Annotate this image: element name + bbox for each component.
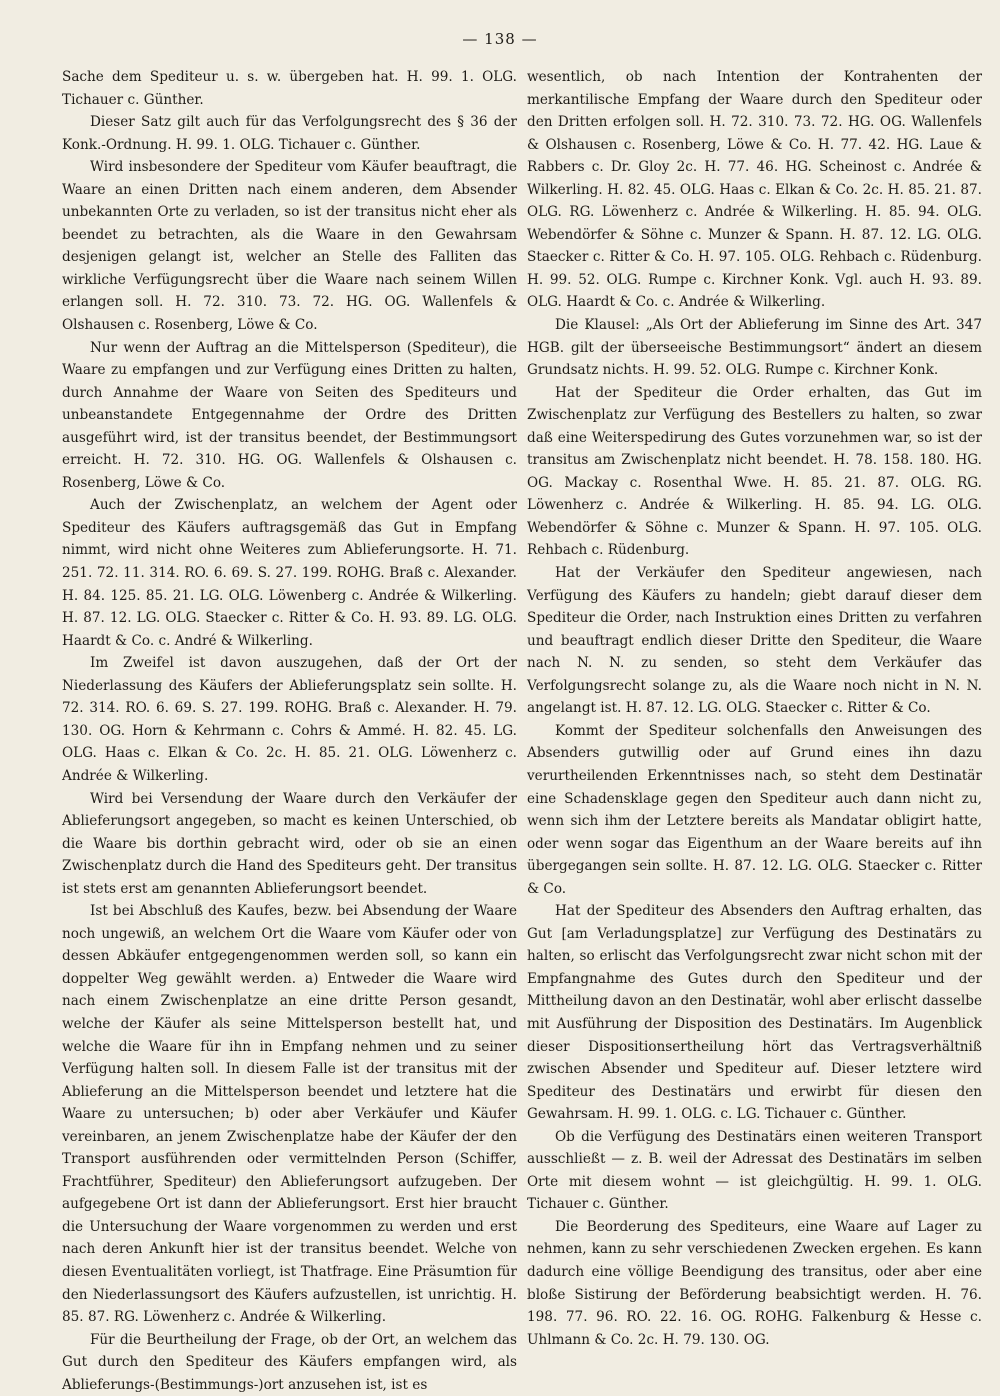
paragraph: Die Beorderung des Spediteurs, eine Waare auf Lager zu nehmen, kann zu sehr verschiedenen Zwecken ergehen. Es kann dadurch eine völlige Beendigung des transitus, oder aber eine bloße Sistirung der Beförderung beabsichtigt werden. H. 76. 198. 77. 96. RO. 22. 16. OG. ROHG. Falkenburg & Hesse c. Uhlmann & Co. 2c. H. 79. 130. OG. <box>527 1218 982 1348</box>
page-number: — 138 — <box>462 30 538 48</box>
paragraph: Sache dem Spediteur u. s. w. übergeben hat. H. 99. 1. OLG. Tichauer c. Günther. <box>62 69 517 108</box>
paragraph: Im Zweifel ist davon auszugehen, daß der Ort der Niederlassung des Käufers der Ablieferungsplatz sein sollte. H. 72. 314. RO. 6. 69. S. 27. 199. ROHG. Braß c. Alexander. H. 79. 130. OG. Horn & Kehrmann c. Cohrs & Ammé. H. 82. 45. LG. OLG. Haas c. Elkan & Co. 2c. H. 85. 21. OLG. Löwenherz c. Andrée & Wilkerling. <box>62 655 517 784</box>
right-column <box>527 66 982 1351</box>
paragraph: Hat der Spediteur des Absenders den Auftrag erhalten, das Gut [am Verladungsplatze] zur Verfügung des Destinatärs zu halten, so erlischt das Verfolgungsrecht zwar nicht schon mit der Empfangnahme des Gutes durch den Spediteur und der Mittheilung davon an den Destinatär, wohl aber erlischt dasselbe mit Ausführung der Disposition des Destinatärs. Im Augenblick dieser Dispositionsertheilung hört das Vertragsverhältniß zwischen Absender und Spediteur auf. Dieser letztere wird Spediteur des Destinatärs und erwirbt für diesen den Gewahrsam. H. 99. 1. OLG. c. LG. Tichauer c. Günther. <box>527 903 982 1123</box>
paragraph: Für die Beurtheilung der Frage, ob der Ort, an welchem das Gut durch den Spediteur des Käufers empfangen wird, als Ablieferungs-(Bestimmungs-)ort anzusehen ist, ist es <box>62 1331 517 1393</box>
paragraph: Kommt der Spediteur solchenfalls den Anweisungen des Absenders gutwillig oder auf Grund eines ihn dazu verurtheilenden Erkenntnisses nach, so steht dem Destinatär eine Schadensklage gegen den Spediteur auch dann nicht zu, wenn sich ihm der Letztere bereits als Mandatar obligirt hatte, oder wenn sogar das Eigenthum an der Waare bereits auf ihn übergegangen sein sollte. H. 87. 12. LG. OLG. Staecker c. Ritter & Co. <box>527 722 982 897</box>
paragraph: Die Klausel: „Als Ort der Ablieferung im Sinne des Art. 347 HGB. gilt der überseeische Bestimmungsort“ ändert an diesem Grundsatz nichts. H. 99. 52. OLG. Rumpe c. Kirchner Konk. <box>527 317 982 379</box>
paragraph: Nur wenn der Auftrag an die Mittelsperson (Spediteur), die Waare zu empfangen und zur Verfügung eines Dritten zu halten, durch Annahme der Waare von Seiten des Spediteurs und unbeanstandete Entgegennahme der Ordre des Dritten ausgeführt wird, ist der transitus beendet, der Bestimmungsort erreicht. H. 72. 310. HG. OG. Wallenfels & Olshausen c. Rosenberg, Löwe & Co. <box>62 339 517 491</box>
paragraph: Ist bei Abschluß des Kaufes, bezw. bei Absendung der Waare noch ungewiß, an welchem Ort die Waare vom Käufer oder von dessen Abkäufer entgegengenommen werden soll, so kann ein doppelter Weg gewählt werden. a) Entweder die Waare wird nach einem Zwischenplatze an eine dritte Person gesandt, welche der Käufer als seine Mittelsperson bestellt hat, und welche die Waare für ihn in Empfang nehmen und zu seiner Verfügung halten soll. In diesem Falle ist der transitus mit der Ablieferung an die Mittelsperson beendet und letztere hat die Waare zu untersuchen; b) oder aber Verkäufer und Käufer vereinbaren, an jenem Zwischenplatze habe der Käufer der den Transport ausführenden oder vermittelnden Person (Schiffer, Frachtführer, Spediteur) den Ablieferungsort aufzugeben. Der aufgegebene Ort ist dann der Ablieferungsort. Erst hier braucht die Untersuchung der Waare vorgenommen zu werden und erst nach deren Ankunft hier ist der transitus beendet. Welche von diesen Eventualitäten vorliegt, ist Thatfrage. Eine Präsumtion für den Niederlassungsort des Käufers aufzustellen, ist unrichtig. H. 85. 87. RG. Löwenherz c. Andrée & Wilkerling. <box>62 903 517 1326</box>
paragraph: Hat der Verkäufer den Spediteur angewiesen, nach Verfügung des Käufers zu handeln; giebt darauf dieser dem Spediteur die Order, nach Instruktion eines Dritten zu verfahren und beauftragt endlich dieser Dritte den Spediteur, die Waare nach N. N. zu senden, so steht dem Verkäufer das Verfolgungsrecht solange zu, als die Waare noch nicht in N. N. angelangt ist. H. 87. 12. LG. OLG. Staecker c. Ritter & Co. <box>527 565 982 717</box>
paragraph: Auch der Zwischenplatz, an welchem der Agent oder Spediteur des Käufers auftragsgemäß das Gut in Empfang nimmt, wird nicht ohne Weiteres zum Ablieferungsorte. H. 71. 251. 72. 11. 314. RO. 6. 69. S. 27. 199. ROHG. Braß c. Alexander. H. 84. 125. 85. 21. LG. OLG. Löwenberg c. Andrée & Wilkerling. H. 87. 12. LG. OLG. Staecker c. Ritter & Co. H. 93. 89. LG. OLG. Haardt & Co. c. André & Wilkerling. <box>62 497 517 649</box>
paragraph: Ob die Verfügung des Destinatärs einen weiteren Transport ausschließt — z. B. weil der Adressat des Destinatärs im selben Orte mit diesem wohnt — ist gleichgültig. H. 99. 1. OLG. Tichauer c. Günther. <box>527 1128 982 1213</box>
paragraph: wesentlich, ob nach Intention der Kontrahenten der merkantilische Empfang der Waare durch den Spediteur oder den Dritten erfolgen soll. H. 72. 310. 73. 72. HG. OG. Wallenfels & Olshausen c. Rosenberg, Löwe & Co. H. 77. 42. HG. Laue & Rabbers c. Dr. Gloy 2c. H. 77. 46. HG. Scheinost c. Andrée & Wilkerling. H. 82. 45. OLG. Haas c. Elkan & Co. 2c. H. 85. 21. 87. OLG. RG. Löwenherz c. Andrée & Wilkerling. H. 85. 94. OLG. Webendörfer & Söhne c. Munzer & Spann. H. 87. 12. LG. OLG. Staecker c. Ritter & Co. H. 97. 105. OLG. Rehbach c. Rüdenburg. H. 99. 52. OLG. Rumpe c. Kirchner Konk. Vgl. auch H. 93. 89. OLG. Haardt & Co. c. Andrée & Wilkerling. <box>527 69 982 311</box>
paragraph: Hat der Spediteur die Order erhalten, das Gut im Zwischenplatz zur Verfügung des Bestellers zu halten, so zwar daß eine Weiterspedirung des Gutes vorzunehmen war, so ist der transitus am Zwischenplatz nicht beendet. H. 78. 158. 180. HG. OG. Mackay c. Rosenthal Wwe. H. 85. 21. 87. OLG. RG. Löwenherz c. Andrée & Wilkerling. H. 85. 94. LG. OLG. Webendörfer & Söhne c. Munzer & Spann. H. 97. 105. OLG. Rehbach c. Rüdenburg. <box>527 384 982 559</box>
paragraph: Dieser Satz gilt auch für das Verfolgungsrecht des § 36 der Konk.-Ordnung. H. 99. 1. OLG. Tichauer c. Günther. <box>62 114 517 153</box>
paragraph: Wird insbesondere der Spediteur vom Käufer beauftragt, die Waare an einen Dritten nach einem anderen, dem Absender unbekannten Orte zu verladen, so ist der transitus nicht eher als beendet zu betrachten, als die Waare in den Gewahrsam desjenigen gelangt ist, welcher an Stelle des Falliten das wirkliche Verfügungsrecht über die Waare nach seinem Willen erlangen soll. H. 72. 310. 73. 72. HG. OG. Wallenfels & Olshausen c. Rosenberg, Löwe & Co. <box>62 159 517 334</box>
left-column <box>62 66 517 1393</box>
paragraph: Wird bei Versendung der Waare durch den Verkäufer der Ablieferungsort angegeben, so macht es keinen Unterschied, ob die Waare bis dorthin gebracht wird, oder ob sie an einen Zwischenplatz durch die Hand des Spediteurs geht. Der transitus ist stets erst am genannten Ablieferungsort beendet. <box>62 790 517 897</box>
